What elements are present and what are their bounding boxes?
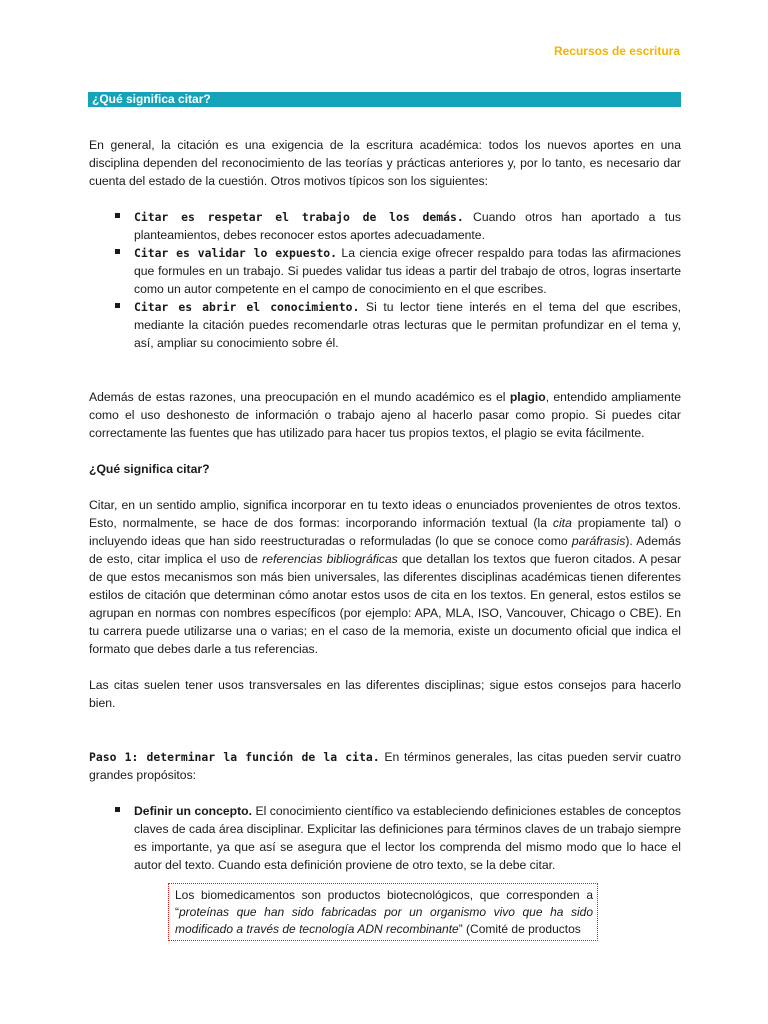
list-item (89, 208, 681, 244)
reason-title: Citar es respetar el trabajo de los demás. (134, 210, 464, 224)
reason-title: Citar es abrir el conocimiento. (134, 300, 360, 314)
reason-text: La ciencia exige ofrecer respaldo para todas las afirmaciones que formules en un trabajo. Si puedes validar tus ideas a partir del trabajo de otros, logras insertarte como un autor competente en el campo de conocimiento en el que escribes. (134, 246, 681, 296)
document-body (89, 136, 681, 941)
definition-term-cita: cita (552, 516, 572, 530)
bullet-icon (115, 249, 120, 254)
definition-term-parafrasis: paráfrasis (571, 534, 626, 548)
header-label: Recursos de escritura (553, 44, 680, 58)
example-text-post: ” (Comité de productos (458, 922, 581, 936)
purposes-list (89, 802, 681, 874)
definition-text: Citar, en un sentido amplio, significa incorporar en tu texto ideas o enunciados provenientes de otros textos. Esto, normalmente, se hace de dos formas: incorporando información textual (la (89, 498, 681, 530)
definition-paragraph (89, 496, 681, 658)
purpose-title: Definir un concepto. (134, 804, 252, 818)
step1-paragraph (89, 748, 681, 784)
list-item (89, 802, 681, 874)
definition-text: ). Además de esto, citar implica el uso de (89, 534, 681, 566)
bullet-icon (115, 303, 120, 308)
bullet-icon (115, 213, 120, 218)
definition-text: propiamente tal) o incluyendo ideas que han sido reestructuradas o reformuladas (lo que se conoce como (89, 516, 681, 548)
plagio-term: plagio (509, 390, 546, 404)
plagio-text-post: , entendido ampliamente como el uso deshonesto de información o trabajo ajeno al hacerlo pasar como propio. Si puedes citar correctamente las fuentes que has utilizado para hacer tus propios textos, el plagio se evita fácilmente. (89, 390, 681, 440)
list-item (89, 298, 681, 352)
bullet-icon (115, 807, 120, 812)
definition-text: que detallan los textos que fueron citados. A pesar de que estos mecanismos son más bien universales, las diferentes disciplinas académicas tienen diferentes estilos de citación que determinan cómo anotar estos usos de cita en los textos. En general, estos estilos se agrupan en normas con nombres específicos (por ejemplo: APA, MLA, ISO, Vancouver, Chicago o CBE). En tu carrera puede utilizarse una o varias; en el caso de la memoria, existe un documento oficial que indica el formato que debes darle a tus referencias. (89, 552, 682, 656)
reasons-list (89, 208, 681, 352)
section-title-bar: ¿Qué significa citar? (88, 92, 681, 107)
example-quote-box (168, 883, 598, 941)
list-item (89, 244, 681, 298)
definition-term-referencias: referencias bibliográficas (262, 552, 398, 566)
plagio-text-pre: Además de estas razones, una preocupación en el mundo académico es el (89, 390, 510, 404)
reason-title: Citar es validar lo expuesto. (134, 246, 338, 260)
purpose-text: El conocimiento científico va estableciendo definiciones estables de conceptos claves de cada área disciplinar. Explicitar las definiciones para términos claves de un trabajo siempre es importante, ya que así se asegura que el lector los comprenda del mismo modo que lo hace el autor del texto. Cuando esta definición proviene de otro texto, se la debe citar. (134, 804, 681, 872)
step1-title: Paso 1: determinar la función de la cita. (89, 750, 380, 764)
plagio-paragraph (89, 388, 681, 442)
example-text-pre: Los biomedicamentos son productos biotecnológicos, que corresponden a “ (175, 888, 593, 919)
reason-text: Cuando otros han aportado a tus planteamientos, debes reconocer estos aportes adecuadamente. (134, 210, 682, 242)
subheading: ¿Qué significa citar? (89, 462, 210, 476)
intro-paragraph: En general, la citación es una exigencia de la escritura académica: todos los nuevos aportes en una disciplina dependen del reconocimiento de las teorías y prácticas anteriores y, por lo tanto, es necesario dar cuenta del estado de la cuestión. Otros motivos típicos son los siguientes: (89, 138, 681, 188)
step1-text: En términos generales, las citas pueden servir cuatro grandes propósitos: (89, 750, 681, 782)
example-quote: proteínas que han sido fabricadas por un organismo vivo que ha sido modificado a través de tecnología ADN recombinante (175, 905, 593, 936)
transversal-paragraph: Las citas suelen tener usos transversales en las diferentes disciplinas; sigue estos consejos para hacerlo bien. (89, 678, 681, 710)
reason-text: Si tu lector tiene interés en el tema del que escribes, mediante la citación puedes recomendarle otras lecturas que le permitan profundizar en el tema y, así, ampliar su conocimiento sobre él. (134, 300, 682, 350)
